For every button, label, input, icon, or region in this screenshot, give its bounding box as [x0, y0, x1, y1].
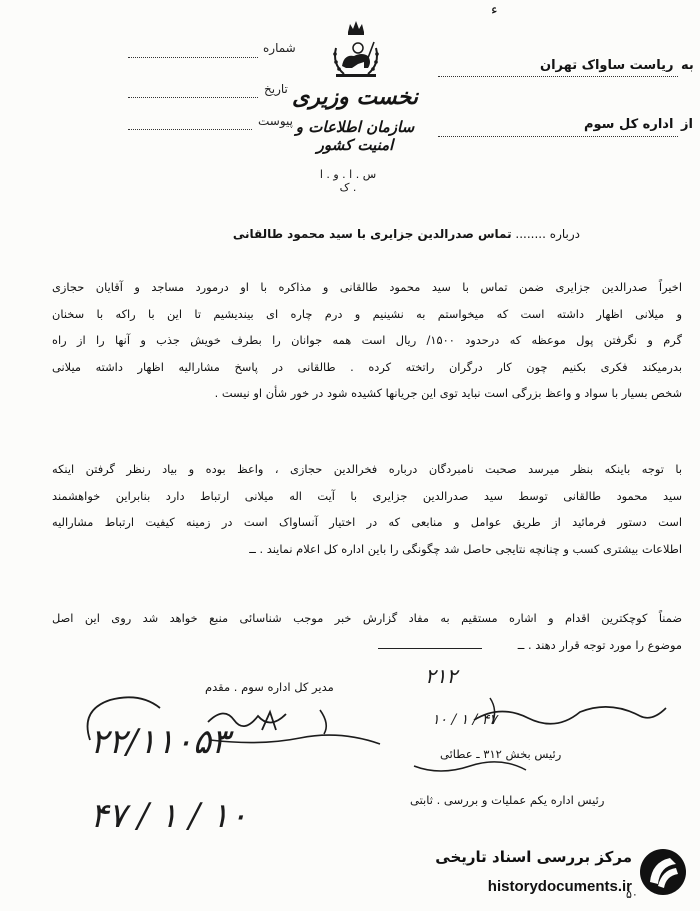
to-value: ریاست ساواک تهران [540, 58, 674, 73]
registration-scribble-icon [70, 690, 210, 750]
body-line: موضوع را مورد توجه قرار دهند . ــ [517, 637, 682, 652]
chief-signature-line: رئیس بخش ۳۱۲ ـ عطائی [440, 747, 562, 761]
watermark-url: historydocuments.ir [487, 878, 632, 895]
org-title: نخست وزیری [292, 84, 418, 110]
handwritten-date: ۴۷ / ۱ / ۱۰ [90, 796, 248, 836]
from-prefix: از [681, 117, 693, 132]
body-line: سید محمود طالقانی توسط سید صدرالدین جزایری با آیت اله میلانی ارتباط دارد بنابراین خواهشمند [52, 488, 682, 503]
to-field-line [438, 76, 678, 77]
body-line: اخیراً صدرالدین جزایری ضمن تماس با سید محمود طالقانی و مذاکره با او درمورد مساجد و آقایان حجازی [52, 280, 682, 294]
date-field-label: تاریخ [264, 82, 288, 96]
handwritten-registration-number: ۲۲/۱۱۰۵۳ [90, 722, 230, 762]
body-line: شخص بسیار با سواد و واعظ بزرگی است نباید توی این جریانها کشیده شود در خور شأن او نیست . [214, 386, 682, 400]
from-value: اداره کل سوم [584, 117, 674, 132]
punch-mark: ء [491, 2, 498, 18]
body-paragraph-2 [52, 456, 682, 562]
body-line: و میلانی اظهار داشته است که میخواستم به نشینیم و درم چاره ای بیندیشیم تا این با راکه با سخنان [52, 306, 682, 321]
subject-line: درباره ........ تماس صدرالدین جزایری با سید محمود طالقانی [232, 227, 580, 241]
watermark-title: مرکز بررسی اسناد تاریخی [435, 848, 632, 866]
to-prefix: به [681, 58, 694, 73]
body-line: بدرمیکند فکری بکنیم چون کار درگران راتخته کرده . طالقانی در پاسخ مشارالیه اظهار داشته میلانی [52, 359, 682, 374]
underline-stroke [378, 648, 482, 649]
number-field-line [128, 57, 258, 58]
subject-label: درباره [549, 227, 580, 241]
number-field-label: شماره [263, 41, 296, 55]
from-field-line [438, 136, 678, 137]
director-signature-line: مدیر کل اداره سوم . مقدم [205, 680, 334, 694]
subject-value: تماس صدرالدین جزایری با سید محمود طالقانی [232, 227, 512, 241]
body-paragraph-3 [52, 605, 682, 658]
body-line: است دستور فرمائید از طریق عوامل و منابعی که در اختیار آنساواک است در زمینه کیفیت ارتباط مشارالیه [52, 515, 682, 529]
head-signature-line: رئیس اداره یکم عملیات و بررسی . ثابتی [410, 793, 605, 807]
body-line: ضمناً کوچکترین اقدام و اشاره مستقیم به مفاد گزارش خبر موجب شناسائی منبع خواهد شد روی این اصل [52, 611, 682, 625]
date-field-line [128, 97, 258, 98]
chief-signature-icon [470, 690, 670, 740]
body-line: اطلاعات بیشتری کسب و چنانچه نتایجی حاصل شد چگونگی را باین اداره کل اعلام نمایند . ــ [249, 541, 682, 556]
archive-logo-icon [638, 846, 688, 898]
org-code: س . ا . و . ا . ک [319, 168, 377, 194]
annotation-date-mid: ۱۰ / ۱ / ۴۷ [432, 712, 497, 728]
attachment-field-line [128, 129, 252, 130]
org-subtitle: سازمان اطلاعات و امنیت کشور [295, 118, 415, 154]
body-paragraph-1 [52, 274, 682, 407]
date-stamp-scribble-icon [410, 758, 530, 780]
annotation-212: ۲۱۲ [425, 664, 458, 688]
watermark [408, 838, 690, 911]
page-number: ۵۰ [626, 888, 638, 901]
attachment-field-label: پیوست [258, 114, 293, 128]
body-line: با توجه باینکه بنظر میرسد صحبت نامبردگان درباره فخرالدین حجازی ، واعظ بوده و بیاد رنظر گرفتن اینکه [52, 462, 682, 476]
lion-and-sun-emblem-icon [328, 18, 384, 80]
body-line: گرم و نگرفتن پول موعظه که درحدود ۱۵۰۰/ ریال است همه جوانان را بطرف خویش جذب و آنها را از راه [52, 333, 682, 347]
